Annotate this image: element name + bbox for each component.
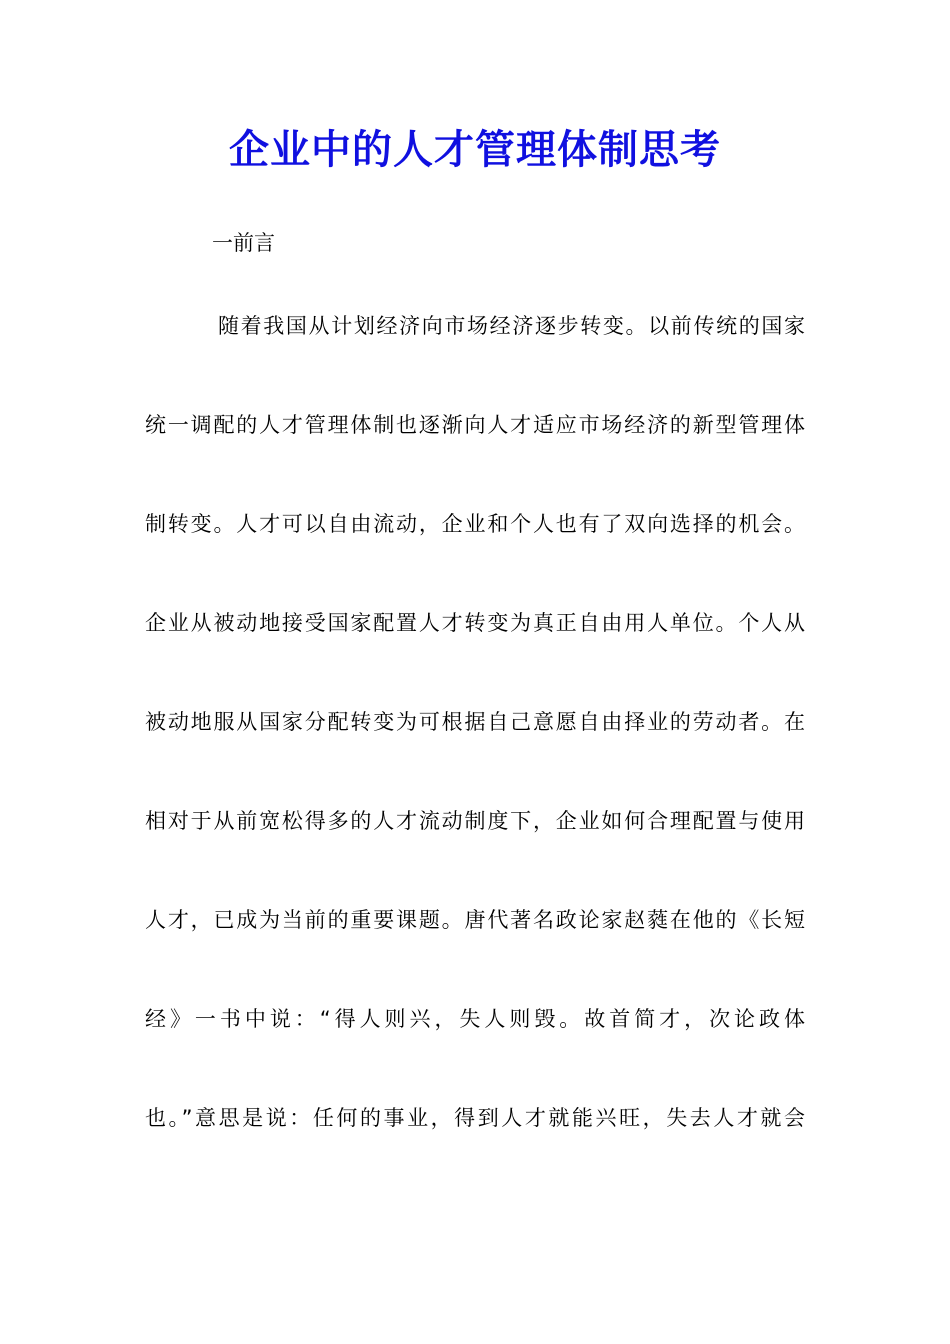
paragraph-line: 统一调配的人才管理体制也逐渐向人才适应市场经济的新型管理体 bbox=[145, 413, 805, 437]
paragraph-line: 相对于从前宽松得多的人才流动制度下，企业如何合理配置与使用 bbox=[145, 809, 805, 833]
paragraph-line: 制转变。人才可以自由流动，企业和个人也有了双向选择的机会。 bbox=[145, 512, 805, 536]
paragraph-line: 被动地服从国家分配转变为可根据自己意愿自由择业的劳动者。在 bbox=[145, 710, 805, 734]
paragraph-line: 经》一书中说：“得人则兴，失人则毁。故首简才，次论政体 bbox=[145, 1007, 805, 1031]
paragraph-line: 也。”意思是说：任何的事业，得到人才就能兴旺，失去人才就会 bbox=[145, 1106, 805, 1130]
paragraph-line: 企业从被动地接受国家配置人才转变为真正自由用人单位。个人从 bbox=[145, 611, 805, 635]
page-title: 企业中的人才管理体制思考 bbox=[229, 126, 721, 173]
section-heading: 一前言 bbox=[212, 231, 275, 255]
paragraph-line: 人才，已成为当前的重要课题。唐代著名政论家赵蕤在他的《长短 bbox=[145, 908, 805, 932]
paragraph-line: 随着我国从计划经济向市场经济逐步转变。以前传统的国家 bbox=[218, 314, 805, 338]
